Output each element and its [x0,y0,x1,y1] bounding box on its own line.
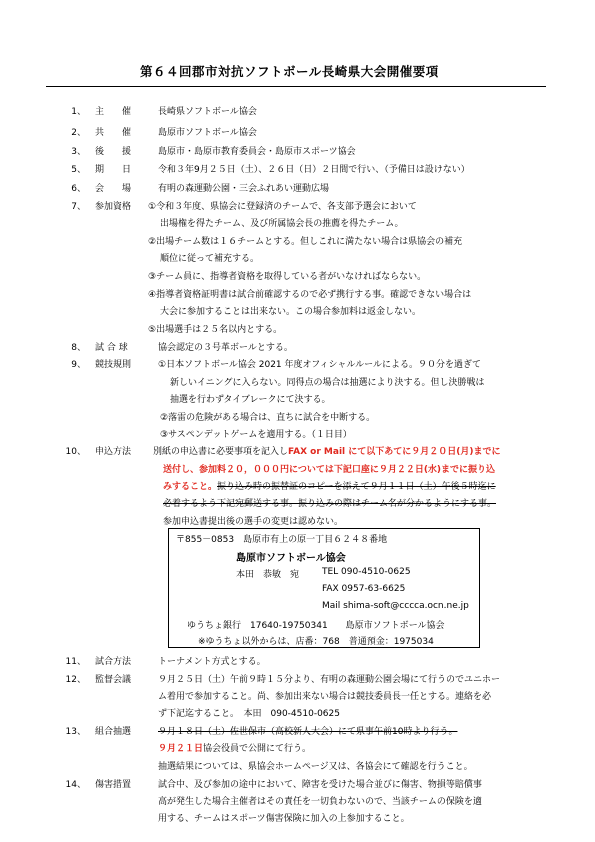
item-text-cont: 出場権を得たチーム、及び所属協会長の推薦を得たチーム。 [160,219,404,229]
item-text-cont: ②出場チーム数は１６チームとする。但しこれに満たない場合は県協会の補充 [148,237,463,247]
item-text: 有明の森運動公園・三会ふれあい運動広場 [158,184,330,194]
item-text: ９月２５日（土）午前９時１５分より、有明の森運動公園会場にて行うのでユニホー [158,675,501,685]
item-number: 13、 [65,727,86,737]
struck-text: 振り込み時の振替証のコピーを添えて９月１１日（土）午後５時迄に [217,482,496,492]
item-text-cont: ③サスペンデットゲームを適用する。（１日目） [160,430,352,440]
item-number: 8、 [71,343,86,353]
item-label: 主 催 [95,107,132,117]
item-number: 9、 [71,360,86,370]
item-label: 監督会議 [95,675,132,685]
struck-text: 必着するよう下記宛郵送する事。振り込みの際はチーム名が分かるようにする事。 [163,499,497,509]
contact-mail[interactable]: Mail shima-soft@cccca.ocn.ne.jp [322,601,469,611]
item-text-cont: ④指導者資格証明書は試合前確認するので必ず携行する事。確認できない場合は [148,290,472,300]
item-text: 島原市・島原市教育委員会・島原市スポーツ協会 [158,147,356,157]
item-text-cont: 高が発生した場合主催者はその責任を一切負わないので、当該チームの保険を適 [158,797,482,807]
item-label: 競技規則 [95,360,132,370]
contact-person: 本田 恭敏 宛 [236,570,300,580]
item-text-cont: 抽選結果については、県協会ホームページ又は、各協会にて確認を行うこと。 [158,762,473,772]
item-text: 試合中、及び参加の途中において、障害を受けた場合並びに傷害、物損等賠償事 [158,780,482,790]
contact-org: 島原市ソフトボール協会 [236,553,346,564]
bank-note: ※ゆうちょ以外からは、店番：768 普通預金：1975034 [198,637,434,647]
item-label: 参加資格 [95,202,132,212]
item-number: 6、 [71,184,86,194]
item-text-cont: みすること。振り込み時の振替証のコピーを添えて９月１１日（土）午後５時迄に [163,482,496,492]
item-number: 12、 [65,675,86,685]
item-number: 1、 [71,107,86,117]
title-divider [46,86,546,87]
item-number: 7、 [71,202,86,212]
item-text-cont: ず下記迄すること。 本田 090-4510-0625 [158,709,340,719]
item-text-cont: 新しいイニングに入らない。同得点の場合は抽選により決する。但し決勝戦は [170,378,485,388]
item-label: 期 日 [95,165,132,175]
item-text-cont: 参加申込書提出後の選手の変更は認めない。 [163,517,344,527]
deadline-red-text: FAX or Mail にて以下あてに９月２０日(月)までに [288,447,501,457]
item-number: 14、 [65,780,86,790]
item-text: ①令和３年度、県協会に登録済のチームで、各支部予選会において [148,202,417,212]
item-text: ①日本ソフトボール協会 2021 年度オフィシャルルールによる。９０分を過ぎて [158,360,481,370]
item-text: 別紙の申込書に必要事項を記入しFAX or Mail にて以下あてに９月２０日(月)までに [153,447,501,457]
item-number: 11、 [65,657,86,667]
page-title: 第６４回郡市対抗ソフトボール長崎県大会開催要項 [140,64,439,79]
item-text-cont: ム着用で参加すること。尚、参加出来ない場合は競技委員長一任とする。連絡を必 [158,692,492,702]
item-label: 試 合 球 [95,343,128,353]
item-text: 協会認定の３号革ボールとする。 [158,343,293,353]
item-text: 令和３年9月２５日（土）、２６日（日）２日間で行い、（予備日は設けない） [158,165,470,175]
bank-info: ゆうちょ銀行 17640-19750341 島原市ソフトボール協会 [187,621,445,631]
draw-date-red: ９月２１日 [158,744,204,754]
item-text-cont: ②落雷の危険がある場合は、直ちに試合を中断する。 [160,413,376,423]
item-text-cont: 用する、チームはスポーツ傷害保険に加入の上参加すること。 [158,814,410,824]
item-number: 10、 [65,447,86,457]
item-text: トーナメント方式とする。 [158,657,266,667]
item-label: 会 場 [95,184,132,194]
item-text-cont: ③チーム員に、指導者資格を取得している者がいなければならない。 [148,272,427,282]
struck-text: ９月１８日（土）佐世保市（高校新人大会）にて県事午前10時より行う。 [158,727,458,737]
contact-fax: FAX 0957-63-6625 [322,584,406,594]
item-number: 3、 [71,147,86,157]
item-text: 長崎県ソフトボール協会 [158,107,257,117]
item-label: 後 援 [95,147,132,157]
item-label: 傷害措置 [95,780,132,790]
contact-address: 〒855－0853 島原市有上の原一丁目６２４８番地 [176,535,388,545]
item-text: 島原市ソフトボール協会 [158,128,257,138]
item-number: 2、 [71,128,86,138]
item-label: 共 催 [95,128,132,138]
item-text-cont: ⑤出場選手は２５名以内とする。 [148,325,283,335]
payment-red-text: 送付し、参加料２０，０００円については下記口座に９月２２日(水)までに振り込 [163,465,496,475]
item-text-cont: 順位に従って補充する。 [160,254,260,264]
contact-tel: TEL 090-4510-0625 [322,567,411,577]
item-label: 申込方法 [95,447,132,457]
item-text-cont: ９月２１日協会役員で公開にて行う。 [158,744,312,754]
item-number: 5、 [71,165,86,175]
item-text-cont: 大会に参加することは出来ない。この場合参加料は返金しない。 [160,307,422,317]
item-label: 組合抽選 [95,727,132,737]
item-text-cont: 抽選を行わずタイブレークにて決する。 [170,395,331,405]
item-label: 試合方法 [95,657,132,667]
